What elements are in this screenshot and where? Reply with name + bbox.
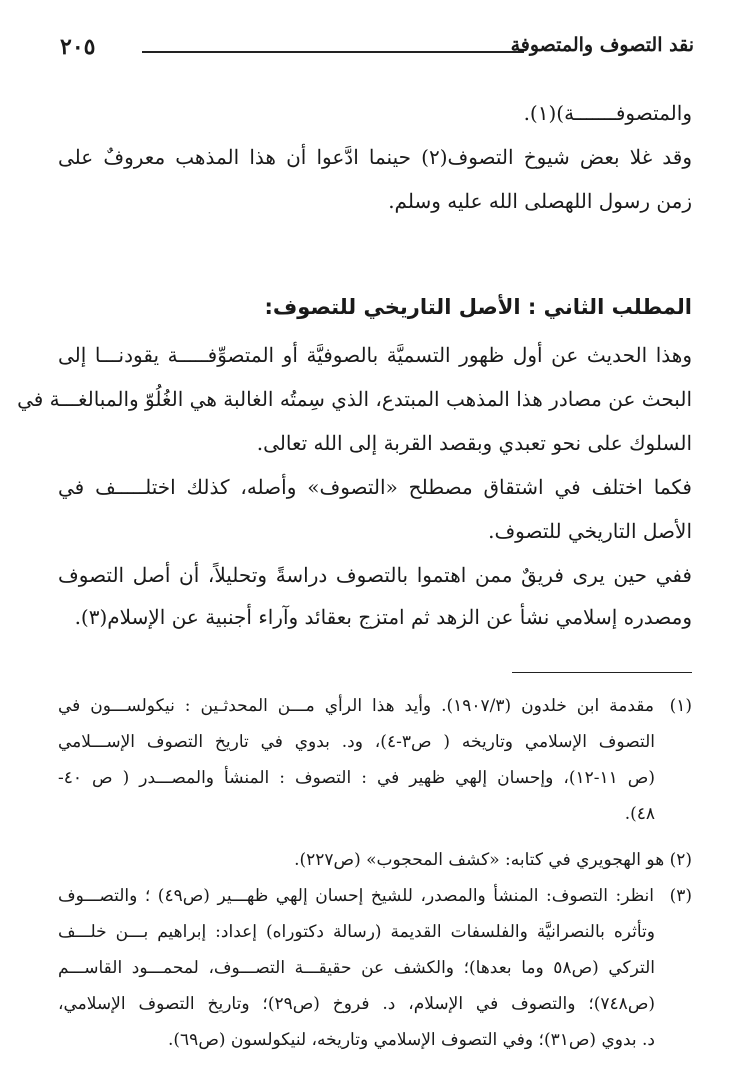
footnote-text: انظر: التصوف: المنشأ والمصدر، للشيخ إحسان إلهي ظهـــير (ص٤٩) ؛ والتصـــوف [58, 886, 654, 906]
footnote-line: (ص ١١-١٢)، وإحسان إلهي ظهير في : التصوف : المنشأ والمصـــدر ( ص ٤٠- [58, 768, 655, 788]
footnote-3 [58, 882, 692, 910]
section-heading: المطلب الثاني : الأصل التاريخي للتصوف: [264, 295, 692, 319]
running-header [60, 34, 694, 62]
body-line: السلوك على نحو تعبدي وبقصد القربة إلى الله تعالى. [256, 431, 692, 455]
footnote-line: التركي (ص٥٨ وما بعدها)؛ والكشف عن حقيقـــة التصـــوف، لمحمـــود القاســـم [58, 958, 656, 978]
body-line: ومصدره إسلامي نشأ عن الزهد ثم امتزج بعقائد وآراء أجنبية عن الإسلام(٣). [74, 605, 692, 629]
footnote-line: د. بدوي (ص٣١)؛ وفي التصوف الإسلامي وتاريخه، لنيكولسون (ص٦٩). [168, 1030, 655, 1050]
footnote-number: (٣) [669, 886, 692, 906]
body-line: والمتصوفـــــــة)(١). [523, 101, 692, 125]
footnote-separator [512, 672, 692, 673]
footnote-line: ٤٨). [624, 804, 655, 824]
footnote-line: (ص٧٤٨)؛ والتصوف في الإسلام، د. فروخ (ص٢٩)؛ وتاريخ التصوف الإسلامي، [58, 994, 656, 1014]
footnote-number: (١) [669, 696, 693, 716]
body-line: وقد غلا بعض شيوخ التصوف(٢) حينما ادَّعوا أن هذا المذهب معروفٌ على [58, 145, 693, 169]
body-line: فكما اختلف في اشتقاق مصطلح «التصوف» وأصله، كذلك اختلـــــف في [58, 475, 692, 499]
footnote-line: وتأثره بالنصرانيَّة والفلسفات القديمة (رسالة دكتوراه) إعداد: إبراهيم بـــن خلـــف [58, 922, 655, 942]
footnote-2: (٢) هو الهجويري في كتابه: «كشف المحجوب» (ص٢٢٧). [294, 850, 692, 870]
body-line: زمن رسول اللهصلى الله عليه وسلم. [388, 189, 692, 213]
running-title: نقد التصوف والمتصوفة [510, 34, 694, 56]
header-rule [142, 51, 524, 53]
footnote-text: مقدمة ابن خلدون (١٩٠٧/٣). وأيد هذا الرأي مـــن المحدثـين : نيكولســـون في [58, 696, 655, 716]
body-line: البحث عن مصادر هذا المذهب المبتدع، الذي سِمتُه الغالبة هي الغُلُوّ والمبالغـــة في [17, 387, 692, 411]
footnote-1 [58, 692, 692, 720]
body-line: وهذا الحديث عن أول ظهور التسميَّة بالصوفيَّة أو المتصوِّفـــــة يقودنـــا إلى [58, 343, 692, 367]
body-line: ففي حين يرى فريقٌ ممن اهتموا بالتصوف دراسةً وتحليلاً، أن أصل التصوف [58, 563, 692, 587]
body-line: الأصل التاريخي للتصوف. [488, 519, 692, 543]
footnote-line: التصوف الإسلامي وتاريخه ( ص٣-٤)، ود. بدوي في تاريخ التصوف الإســـلامي [58, 732, 655, 752]
page-number: ٢٠٥ [60, 34, 96, 60]
